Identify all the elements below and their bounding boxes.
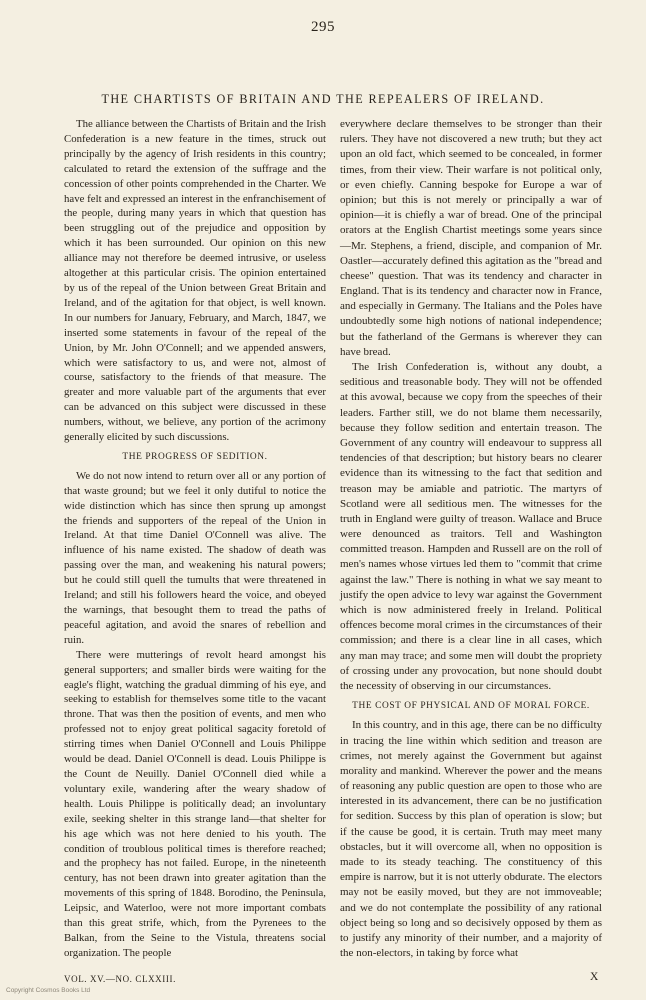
- article-title: THE CHARTISTS OF BRITAIN AND THE REPEALERS OF IRELAND.: [101, 92, 545, 106]
- left-paragraph-1: The alliance between the Chartists of Britain and the Irish Confederation is a new feature in the times, struck out principally by the agency of Irish residents in this country; calculated to retard the extension of the suffrage and the concession of other points comprehended in the Charter. We have felt and expressed an interest in the enfranchisement of the people, during many years in which that question has been struggling out of the prejudice and opposition by which it has been surrounded. Our opinion on this new alliance may not therefore be deemed intrusive, or useless altogether at this particular crisis. The opinion entertained by us of the repeal of the Union between Great Britain and Ireland, and of the agitation for that object, is well known. In our numbers for January, February, and March, 1847, we inserted some statements in favour of the repeal of the Union, by Mr. John O'Connell; and we appended answers, which were satisfactory to us, and were not, almost of course, satisfactory to the friends of that measure. The greater and more valuable part of the arguments that ever can be advanced on this subject were discussed in these numbers, without, we believe, any portion of the acrimony generally elicited by such discussions.: [64, 118, 326, 444]
- left-paragraph-3: There were mutterings of revolt heard amongst his general supporters; and smaller birds were waiting for the eagle's flight, watching the gradual dimming of his eye, and seeking to establish for themselves some title to the vacant throne. That was then the position of events, and men who professed not to enjoy great political sagacity foretold of stirring times when Daniel O'Connell and Louis Philippe would be dead. Daniel O'Connell is dead. Louis Philippe is the Count de Neuilly. Daniel O'Connell died while a voluntary exile, wandering after the weary shadow of health. Louis Philippe is politically dead; an involuntary exile, seeking shelter in this strange land—that shelter for his age which was not here denied to his youth. The condition of troublous political times is therefore reached; and the prophecy has not failed. Europe, in the nineteenth century, has not been drawn into greater agitation than the movements of this spring of 1848. Borodino, the Peninsula, Leipsic, and Waterloo, were not more important combats than this great strife, which, from the Pyrenees to the Balkan, from the Seine to the Vistula, threatens social organization. The people: [64, 648, 326, 959]
- right-paragraph-2: The Irish Confederation is, without any doubt, a seditious and treasonable body. They will not be offended at this avowal, because we copy from the speeches of their leaders. Farther still, we do not blame them necessarily, because they follow sedition and entertain treason. The Government of any country will endeavour to suppress all tendencies of that description; but history bears no clearer evidence than its witnessing to the fact that sedition and treason may be amiable and patriotic. The martyrs of Scotland were all seditious men. The witnesses for the truth in England were guilty of treason. Wallace and Bruce were denounced as traitors. Tell and Washington committed treason. Hampden and Russell are on the roll of men's names whose virtues led them to "commit that crime against the law." There is nothing in what we say meant to justify the open advice to levy war against the Government which is now administered freely in Ireland. Political offences become moral crimes in the circumstances of their commission; and there is a clear line in all cases, which any man may trace; and some men will doubt the propriety of crossing under any provocation, but none should doubt the necessity of observing in our circumstances.: [340, 361, 602, 692]
- page-number: 295: [311, 19, 335, 35]
- section-heading-cost-of-force: THE COST OF PHYSICAL AND OF MORAL FORCE.: [352, 701, 590, 712]
- left-paragraph-2: We do not now intend to return over all or any portion of that waste ground; but we feel it only dutiful to notice the wide distinction which has since then sprung up amongst the friends and supporters of the repeal of the Union in Ireland. At that time Daniel O'Connell was alive. The influence of his name existed. The shadow of death was passing over the man, and weakening his natural powers; but he could still quell the tumults that were threatened in Ireland; and still his followers heard the voice, and obeyed the warnings, that besought them to tread the paths of peaceful agitation, and avoid the snares of rebellion and ruin.: [64, 469, 326, 646]
- left-column: [64, 117, 326, 961]
- right-column: [340, 117, 602, 961]
- right-paragraph-3: In this country, and in this age, there can be no difficulty in tracing the line within which sedition and treason are crimes, not merely against the Government but against morality and mankind. Wherever the power and the means of reasoning any public question are open to those who are interested in its advancement, there can be no justification for sedition. Success by this plan of operation is slow; but if the cause be good, it is certain. Truth may meet many obstacles, but it will overcome all, when no opposition is made to its steady teaching. The constituency of this empire is narrow, but it is not utterly obdurate. The electors may not be easily moved, but they are not immoveable; and we do not contemplate the possibility of any rational object being so long and so decisively opposed by them as to justify any minority of their number, and a majority of the non-electors, in taking by force what: [340, 719, 602, 960]
- volume-footer: VOL. XV.—NO. CLXXIII.: [64, 974, 176, 984]
- signature-mark: X: [590, 971, 599, 983]
- copyright-watermark: Copyright Cosmos Books Ltd: [6, 987, 91, 994]
- section-heading-sedition: THE PROGRESS OF SEDITION.: [122, 451, 268, 462]
- right-paragraph-1: everywhere declare themselves to be stronger than their rulers. They have not discovered a new truth; but they act upon an old fact, which seemed to be concealed, in former times, from their view. Their warfare is not political only, or even chiefly. Canning bespoke for Europe a war of opinion; but this is not merely or principally a war of opinion—it is chiefly a war of bread. One of the principal orators at the English Chartist meetings some years since—Mr. Stephens, a friend, disciple, and companion of Mr. Oastler—accurately defined this agitation as the "bread and cheese" question. That was its tendency and character in England. That is its tendency and character now in France, and especially in Germany. The Italians and the Poles have undoubtedly some high notions of national independence; but the fatherland of the Germans is wherever they can have bread.: [340, 118, 602, 358]
